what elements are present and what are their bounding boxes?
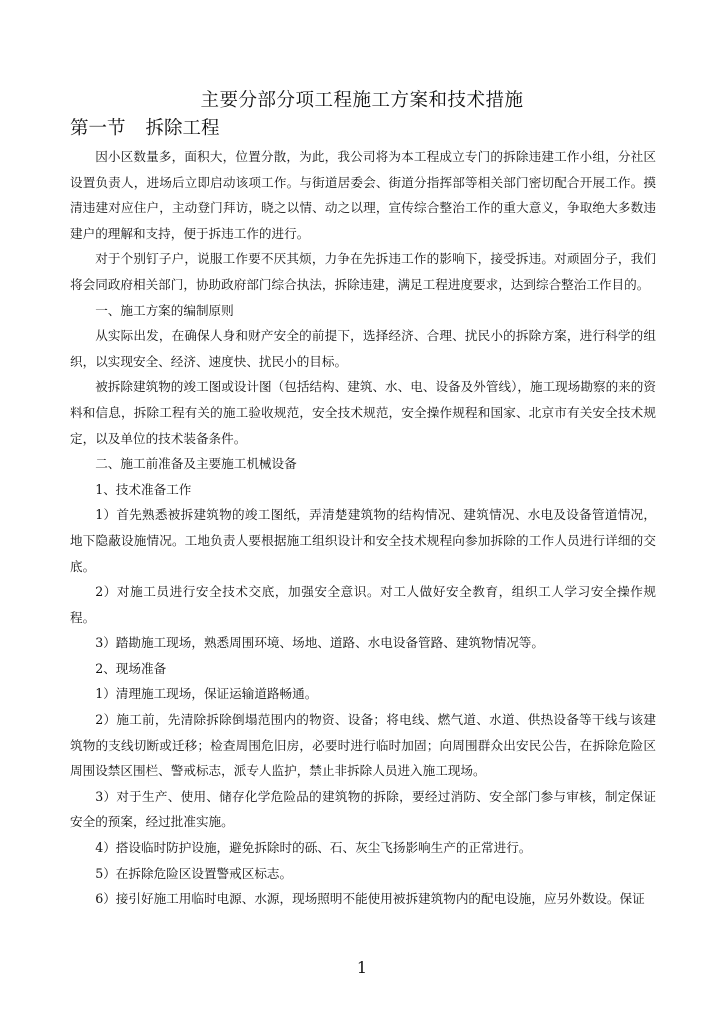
paragraph: 2）施工前，先清除拆除倒塌范围内的物资、设备；将电线、燃气道、水道、供热设备等干线与该建筑物的支线切断或迁移；检查周围危旧房，必要时进行临时加固；向周围群众出安民公告，在拆除危险区周围设禁区围栏、警戒标志，派专人监护，禁止非拆除人员进入施工现场。: [70, 712, 656, 779]
document-body: [70, 144, 656, 912]
paragraph: 3）踏勘施工现场，熟悉周围环境、场地、道路、水电设备管路、建筑物情况等。: [95, 635, 544, 651]
document-title: 主要分部分项工程施工方案和技术措施: [200, 90, 524, 111]
subheading: 一、施工方案的编制原则: [95, 302, 234, 318]
paragraph: 因小区数量多，面积大，位置分散，为此，我公司将为本工程成立专门的拆除违建工作小组，分社区设置负责人，进场后立即启动该项工作。与街道居委会、街道分指挥部等相关部门密切配合开展工作。摸清违建对应住户，主动登门拜访，晓之以情、动之以理，宣传综合整治工作的重大意义，争取绝大多数违建户的理解和支持，便于拆违工作的进行。: [70, 149, 656, 241]
paragraph: 2）对施工员进行安全技术交底，加强安全意识。对工人做好安全教育，组织工人学习安全操作规程。: [70, 584, 656, 625]
section-number: 第一节: [70, 118, 126, 139]
paragraph: 5）在拆除危险区设置警戒区标志。: [95, 865, 293, 881]
paragraph: 1）清理施工现场，保证运输道路畅通。: [95, 686, 318, 702]
subheading: 2、现场准备: [95, 660, 167, 676]
paragraph: 6）接引好施工用临时电源、水源，现场照明不能使用被拆建筑物内的配电设施，应另外数设。保证: [95, 891, 645, 907]
subheading: 二、施工前准备及主要施工机械设备: [95, 456, 297, 472]
section-heading: [70, 116, 220, 142]
paragraph: 被拆除建筑物的竣工图或设计图（包括结构、建筑、水、电、设备及外管线），施工现场勘察的来的资料和信息，拆除工程有关的施工验收规范，安全技术规范，安全操作规程和国家、北京市有关安全技术规定，以及单位的技术装备条件。: [70, 379, 656, 446]
section-name: 拆除工程: [145, 118, 220, 139]
paragraph: 4）搭设临时防护设施，避免拆除时的砾、石、灰尘飞扬影响生产的正常进行。: [95, 840, 532, 856]
paragraph: 3）对于生产、使用、储存化学危险品的建筑物的拆除，要经过消防、安全部门参与审核，制定保证安全的预案，经过批准实施。: [70, 788, 656, 830]
paragraph: 从实际出发，在确保人身和财产安全的前提下，选择经济、合理、扰民小的拆除方案，进行科学的组织，以实现安全、经济、速度快、扰民小的目标。: [70, 328, 656, 369]
page-number: 1: [356, 958, 368, 977]
subheading: 1、技术准备工作: [95, 481, 192, 497]
paragraph: 1）首先熟悉被拆建筑物的竣工图纸，弄清楚建筑物的结构情况、建筑情况、水电及设备管道情况，地下隐蔽设施情况。工地负责人要根据施工组织设计和安全技术规程向参加拆除的工作人员进行详细的交底。: [70, 507, 656, 574]
paragraph: 对于个别钉子户，说服工作要不厌其烦，力争在先拆违工作的影响下，接受拆违。对顽固分子，我们将会同政府相关部门，协助政府部门综合执法，拆除违建，满足工程进度要求，达到综合整治工作目的。: [70, 251, 656, 292]
